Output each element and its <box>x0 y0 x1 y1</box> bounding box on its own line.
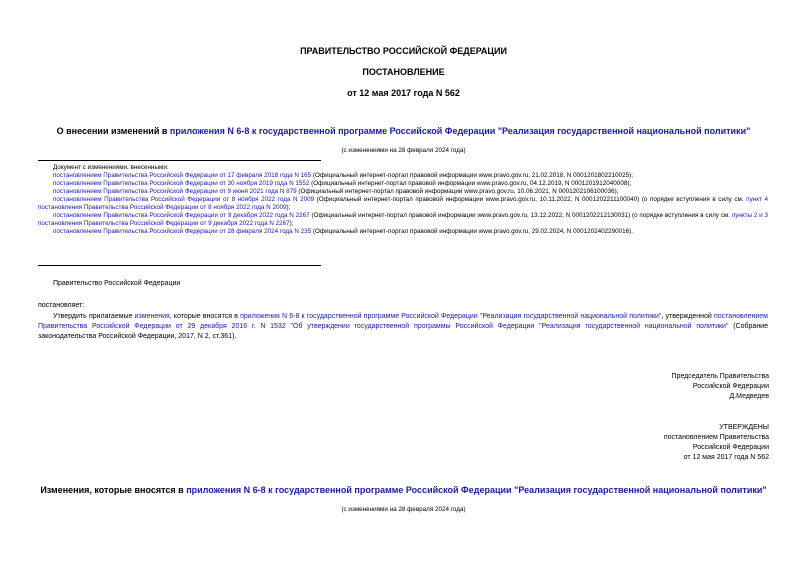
document-date: от 12 мая 2017 года N 562 <box>347 88 460 98</box>
title-link[interactable]: приложения N 6-8 к государственной программе Российской Федерации "Реализация государственной национальной политики" <box>169 126 751 136</box>
amendment-text: (Официальный интернет-портал правовой информации www.pravo.gov.ru, 10.06.2021, N 0001202106100036); <box>296 188 619 195</box>
amendment-link[interactable]: постановлением Правительства Российской Федерации от 9 декабря 2022 года N 2267 <box>53 212 310 219</box>
amendment-text: ); <box>286 204 291 211</box>
approval-block <box>664 423 769 463</box>
approval-line: постановлением Правительства <box>663 434 769 441</box>
amendment-text: (Официальный интернет-портал правовой информации www.pravo.gov.ru, 13.12.2022, N 0001202212130031) (о порядке вступления в силу см. <box>309 212 732 219</box>
amendment-text: (Официальный интернет-портал правовой информации www.pravo.gov.ru, 10.11.2022, N 0001202211100040) (о порядке вступления в силу см. <box>314 196 747 203</box>
amendment-text: (Официальный интернет-портал правовой информации www.pravo.gov.ru, 21.02.2018, N 0001201802210025); <box>311 172 633 179</box>
changes-link[interactable]: приложения N 6-8 к государственной программе Российской Федерации "Реализация государственной национальной политики" <box>186 485 767 495</box>
amendments-heading: Документ с изменениями, внесенными: <box>53 164 169 171</box>
amendment-item <box>38 180 768 188</box>
amendment-text: (Официальный интернет-портал правовой информации www.pravo.gov.ru, 04.12.2019, N 0001201912040008); <box>309 180 632 187</box>
title-prefix: О внесении изменений в <box>56 126 170 136</box>
amendment-item <box>38 188 768 196</box>
amendment-link[interactable]: постановлением Правительства Российской Федерации от 8 ноября 2022 года N 2009 <box>53 196 315 203</box>
paragraph-link-annexes[interactable]: приложения N 6-8 к государственной программе Российской Федерации "Реализация государственной национальной политики" <box>240 313 662 320</box>
amendments-block <box>38 164 768 236</box>
amendment-link[interactable]: пункты 2 и 3 постановления Правительства Российской Федерации от 9 декабря 2022 года N 2267 <box>38 212 769 227</box>
approval-line: Российской Федерации <box>692 444 769 451</box>
approval-heading: УТВЕРЖДЕНЫ <box>719 424 769 431</box>
signature-title: Председатель Правительства <box>671 373 769 380</box>
approval-date: от 12 мая 2017 года N 562 <box>683 454 769 461</box>
bottom-divider <box>38 265 321 266</box>
signature-block <box>672 372 769 402</box>
paragraph-text: , утвержденной <box>661 313 714 320</box>
amendment-link[interactable]: пункт 4 постановления Правительства Российской Федерации от 8 ноября 2022 года N 2009 <box>38 196 768 211</box>
paragraph-link-changes[interactable]: изменения <box>134 313 170 320</box>
amendment-link[interactable]: постановлением Правительства Российской Федерации от 28 февраля 2024 года N 235 <box>53 228 312 235</box>
document-type: ПОСТАНОВЛЕНИЕ <box>362 67 445 77</box>
paragraph-text: Утвердить прилагаемые <box>53 313 135 320</box>
amendment-link[interactable]: постановлением Правительства Российской Федерации от 30 ноября 2019 года N 1552 <box>53 180 310 187</box>
amendment-item <box>38 172 768 180</box>
amendment-item <box>38 212 768 228</box>
top-divider <box>38 160 321 161</box>
amendment-link[interactable]: постановлением Правительства Российской Федерации от 9 июня 2021 года N 879 <box>53 188 297 195</box>
amendment-item <box>38 228 768 236</box>
issuer: Правительство Российской Федерации <box>53 280 181 287</box>
paragraph-text: (Собрание законодательства Российской Федерации, 2017, N 2, ст.361). <box>38 323 768 340</box>
amendment-link[interactable]: постановлением Правительства Российской Федерации от 17 февраля 2018 года N 165 <box>53 172 312 179</box>
amendment-text: ); <box>289 220 294 227</box>
changes-prefix: Изменения, которые вносятся в <box>40 485 187 495</box>
paragraph-link-resolution[interactable]: постановлением Правительства Российской Федерации от 29 декабря 2016 г. N 1532 "Об утверждении государственной программы Российской Федерации "Реализация государственной национальной политики" <box>38 313 768 330</box>
government-name: ПРАВИТЕЛЬСТВО РОССИЙСКОЙ ФЕДЕРАЦИИ <box>300 46 507 56</box>
amendment-text: (Официальный интернет-портал правовой информации www.pravo.gov.ru, 29.02.2024, N 0001202402290016). <box>311 228 633 235</box>
signature-name: Д.Медведев <box>729 393 769 400</box>
changes-title <box>0 485 807 495</box>
paragraph-text: , которые вносятся в <box>169 313 241 320</box>
document-title <box>0 126 807 136</box>
changes-revision: (с изменениями на 28 февраля 2024 года) <box>341 506 466 513</box>
title-revision: (с изменениями на 28 февраля 2024 года) <box>341 147 466 154</box>
amendment-item <box>38 196 768 212</box>
operative-paragraph <box>38 312 768 342</box>
signature-org: Российской Федерации <box>692 383 769 390</box>
decides-label: постановляет: <box>38 302 85 309</box>
